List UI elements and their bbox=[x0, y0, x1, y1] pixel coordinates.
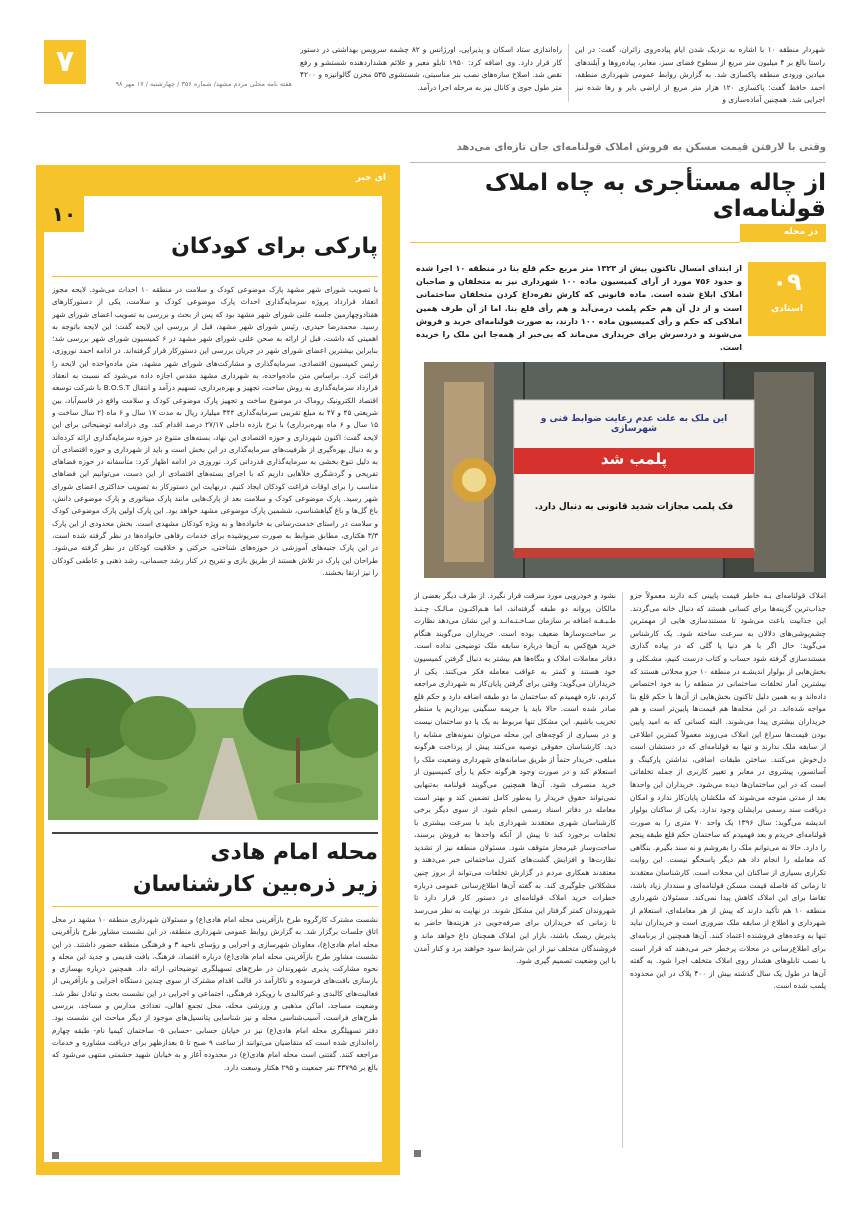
article-body-right: املاک قولنامه‌ای بـه خاطر قیمت پایینی کـه دارند معمولاً جزو جذاب‌ترین گزینه‌ها برای کسانی هستند که دنبال خانه می‌گردند. این جذابیت باعث می‌شود تا مستندسازی هایی از مهمترین چشم‌پوشی‌های دلالان به سرعت ساخته شود. یک کارشناس می‌گوید: حال اگر با هر دنیا یا گلی که در پیاده گذاری مستندسازی گرفته شود حساب و کتاب درست کنیم، مشـکلی و بخش‌هایی از بولوار اندیشـه در منطقه ۱۰ جزو محلاتی هستند که بیشترین آمار تخلفات ساختمانی در منطقه را به خود اختصاص داده‌اند و به همین دلیل تاکنون بخش‌هایی از آن‌ها با حکم قلع بنا مواجه شده‌اند. در این محله‌ها هم قیمت‌ها پایین‌تر است و هم خریداران بیشتری پیدا می‌شوند. البته کسانی که به امید پایین بودن قیمت‌ها سراغ این املاک می‌روند معمولاً کمترین اطلاعی از سابقه ملک ندارند و تنها به قولنامه‌ای که در دستشان است دل‌خوش می‌کنند. ساختن طبقات اضافی، نداشتن پارکینگ و آسانسور، پیشروی در معابر و تغییر کاربری از جمله تخلفاتی است که در این ساختمان‌ها دیده می‌شود. خریداران این واحدها بعد از مدتی متوجه می‌شوند که ملکشان پایان‌کار ندارد و امکان دریافت سند رسمی برایشان وجود ندارد. یکی از ساکنان بولوار اندیشه می‌گوید: سال ۱۳۹۶ یک واحد ۷۰ متری را به صورت قولنامه‌ای خریدم و بعد فهمیدم که ساختمان حکم قلع طبقه پنجم را دارد. حالا نه می‌توانم ملک را بفروشم و نه سند بگیرم. بنگاهی که معامله را انجام داد هم دیگر پاسخگو نیست. این روایت تکراری بسیاری از ساکنان این محلات است. کارشناسان معتقدند تا زمانی که فاصله قیمت مسکن قولنامه‌ای و سنددار زیاد باشد، تقاضا برای این املاک کاهش پیدا نمی‌کند. مسئولان شهرداری منطقه ۱۰ هم تأکید دارند که پیش از هر معامله‌ای، استعلام از شهرداری و اطلاع از سابقه ملک ضروری است و خریداران نباید تنها به وعده‌های فروشنده اعتماد کنند. آن‌ها همچنین از برنامه‌ای برای اطلاع‌رسانی در محلات پرخطر خبر می‌دهند که قرار است با نصب تابلوهای هشدار روی املاک متخلف اجرا شود. به گفته آن‌ها در طول یک سال گذشته بیش از ۴۰۰ پلاک در این محدوده پلمب شده است. bbox=[630, 591, 826, 991]
sidebar-tag-bar bbox=[318, 170, 394, 188]
top-brief-right: شهردار منطقه ۱۰ با اشاره به نزدیک شدن ایام پیاده‌روی زائران، گفت: در این راستا بالغ بر ۴ میلیون متر مربع از سطوح فضای سبز، معابر، پیاده‌روها و آیلندهای میادین ورودی منطقه پاکسازی شد. به گزارش روابط عمومی شهرداری منطقه، احمد حافظ گفت: پاکسازی ۱۲۰ هزار متر مربع از اراضی بایر و رها شده نیز اجرایی شد. همچنین آماده‌سازی و bbox=[575, 45, 825, 105]
sign-text-top: این ملک به علت عدم رعایت ضوابط فنی و شهرسازی bbox=[540, 414, 728, 434]
story2-headline-line1: محله امام هادی bbox=[210, 840, 378, 865]
article-badge bbox=[748, 262, 826, 336]
article-lead: از ابتدای امسال تاکنون بیش از ۱۳۲۳ متر مربع حکم قلع بنا در منطقه ۱۰ اجرا شده و حدود ۷۵۶ مورد از آرای کمیسیون ماده ۱۰۰ شهرداری نیز به متخلفان و صاحبان املاک ابلاغ شده است. ماده قانونی که کارش نقره‌داغ کردن متخلفان ساختمانی است و از دل آن هم حکم پلمب درمی‌آید و هم رأی قلع بنا. اما از آن طرف همین املاکی که حکم و رأی کمیسیون ماده ۱۰۰ دارند، به صورت قولنامه‌ای خرید و فروش می‌شوند و دردسرش برای خریداری می‌ماند که بی‌خبر از همه‌جا این ملک را خریده است. bbox=[416, 264, 742, 353]
page-number: ۷ bbox=[44, 40, 86, 84]
sign-text-mid: پلمب شد bbox=[600, 450, 668, 468]
story1-number: ۱۰ bbox=[44, 196, 84, 232]
article-headline: از چاله مستأجری به چاه املاک قولنامه‌ای bbox=[484, 170, 826, 222]
article-kicker: وقتی با لارفتن قیمت مسکن به فروش املاک قولنامه‌ای جان تازه‌ای می‌دهد bbox=[456, 142, 826, 153]
article-body-left: نشود و خودرویی مورد سرقت قرار نگیرد. از طرف دیگر بعضی از مالکان پروانه دو طبقه گرفته‌اند، اما هـم‌اکنـون مـالـک چـنـد طـبـقـه اضافه بر سازمان سـاخـتـه‌انـد و این نشان می‌دهد نظارت بر ساخت‌وسازها ضعیف بوده است. خریداران می‌گویند هنگام خرید هیچ‌کس به آن‌ها درباره سابقه ملک توضیحی نداده است. دفاتر معاملات املاک و بنگاه‌ها هم بیشتر به دنبال گرفتن کمیسیون خود هستند و کمتر به عواقب معامله فکر می‌کنند. یکی از خریداران می‌گوید: وقتی برای گرفتن پایان‌کار به شهرداری مراجعه کردم، تازه فهمیدم که ساختمان ما دو طبقه اضافه دارد و حکم قلع صادر شده است. حالا باید یا جریمه سنگینی بپردازیم یا منتظر تخریب باشیم. این مشکل تنها مربوط به یک یا دو ساختمان نیست و در بسیاری از کوچه‌های این محله می‌توان نمونه‌های مشابه را دید. کارشناسان حقوقی توصیه می‌کنند پیش از پرداخت هرگونه مبلغی، خریدار حتماً از طریق سامانه‌های شهرداری وضعیت ملک را استعلام کند و در صورت وجود هرگونه حکم یا رأی کمیسیون از خرید منصرف شود. آن‌ها همچنین می‌گویند قولنامه به‌تنهایی نمی‌تواند حقوق خریدار را به‌طور کامل تضمین کند و بهتر است معامله در دفاتر اسناد رسمی انجام شود. از سوی دیگر برخی کارشناسان شهری معتقدند شهرداری باید با سرعت بیشتری با تخلفات برخورد کند تا پیش از آنکه واحدها به فروش برسند، ساخت‌وساز غیرمجاز متوقف شود. مسئولان منطقه نیز از تشدید نظارت‌ها و افزایش گشت‌های کنترل ساختمانی خبر می‌دهند و معتقدند همکاری مردم در گزارش تخلفات می‌تواند از بروز چنین مشکلاتی جلوگیری کند. به گفته آن‌ها اطلاع‌رسانی عمومی درباره خطرات خرید املاک قولنامه‌ای در دستور کار قرار دارد تا شهروندان کمتر گرفتار این مشکل شوند. در نهایت به نظر می‌رسد تا زمانی که خریداران برای صرفه‌جویی در هزینه‌ها حاضر به پذیرش ریسک باشند، بازار این املاک همچنان داغ خواهد ماند و فروشندگان متخلف نیز از این شرایط سود خواهند برد و کنار آمدن با این وضعیت تصمیم گیری شود. bbox=[414, 591, 616, 966]
story2-body: نشست مشترک کارگروه طرح بازآفرینی محله امام هادی(ع) و مسئولان شهرداری منطقه ۱۰ مشهد در محل اتاق جلسات برگزار شد. به گزارش روابط عمومی شهرداری منطقه، در این نشست مشاور طرح بازآفرینی محله امام هادی(ع)، معاونان شهرسازی و اجرایی و رؤسای ناحیه ۳ و فرهنگی منطقه حضور داشتند. در این نشست مشاور طرح بازآفرینی محله امام هادی(ع) درباره اقتصاد، فرهنگ، بافت قدیمی و جدید این محله و نحوه مشارکت پذیری شهروندان در طرح‌های تسهیلگری توضیحاتی ارائه داد. همچنین درباره بهسازی و بازسازی بافت‌های فرسوده و ناکارآمد در قالب اقدام مشترک از سوی چندین دستگاه اجرایی و بازآفرینی از فعالیت‌های کالبدی و غیرکالبدی با رویکرد فرهنگی، اجتماعی و اجرایی در این نشست بحث و تبادل نظر شد. وضعیت مساجد، اماکن مذهبی و ورزشی محله، محل تجمع اهالی، تعدادی مدارس و مساجد، بررسی طرح‌های فراست، آسیب‌شناسی محله و نیز شناسایی پتانسیل‌های موجود از دیگر مباحث این نشست بود. دفتر تسهیلگری محله امام هادی(ع) نیز در خیابان حسابی -حسابی ۵- ساختمان کیمیا نام- طبقه چهارم راه‌اندازی شده است که متقاضیان می‌توانند از ساعت ۹ صبح تا ۵ بعدازظهر برای دریافت مشاوره و خدمات مراجعه کنند. گفتنی است محله امام هادی(ع) در محدوده آغاز و به خیابان شهید حشمتی منتهی می‌شود که بالغ بر ۳۳۷۹۵ نفر جمعیت و ۲۹۵ هکتار وسعت دارد. bbox=[52, 915, 378, 1072]
section-tag: در محله bbox=[783, 227, 818, 237]
park-photo bbox=[48, 668, 378, 820]
story1-headline: پارکی برای کودکان bbox=[171, 234, 378, 259]
story2-headline-line2: زیر ذره‌بین کارشناسان bbox=[132, 872, 378, 897]
sidebar-section-tag: ای خبر bbox=[355, 173, 386, 183]
story1-body: با تصویب شورای شهر مشهد پارک موضوعی کودک و سلامت در منطقه ۱۰ احداث می‌شود. لایحه مجوز انعقاد قرارداد پروژه سرمایه‌گذاری احداث پارک موضوعی کودک و سلامت، یکی از دستورکارهای هفتادوچهارمین جلسه علنی شورای شهر مشهد بود که پس از بحث و بررسی به تصویب اعضای شورای شهر رسید. محمدرضا حیدری، رئیس شورای شهر مشهد، قبل از بررسی این لایحه گفت: این لایحه باتوجه به اهمیتی که داشت، قبل از ارائه به صحن علنی شورای شهر مشهد در ۶ کمیسیون شورای شهر بررسی شد؛ بنابراین بیشترین اعضای شورای شهر در جریان بررسی این دستورکار قرار گرفته‌اند. در ادامه احمد نوروزی، رئیس کمیسیون اقتصادی، سرمایه‌گذاری و مشارکت‌های شورای شهر مشهد، متن ماده‌واحده این لایحه را قرائت کرد. براساس متن ماده‌واحده، به شهرداری مشهد مقدس اجازه داده می‌شود که نسبت به انعقاد قرارداد سرمایه‌گذاری به روش ساخت، تجهیز و بهره‌برداری، تسهیم درآمد و انتقال B.O.S.T با شرکت توسعه اقتصاد الکترونیک روماک در موضوع ساخت و تجهیز پارک موضوعی کودک و سلامت واقع در قاسم‌آباد، بین شریعتی ۴۵ و ۴۷ به مبلغ تقریبی سرمایه‌گذاری ۳۴۴ میلیارد ریال به مدت ۱۷ سال و ۶ ماه (۲ سال ساخت و ۱۵ سال و ۶ ماه بهره‌برداری) با نرخ بازده داخلی ۲۷/۱۷ درصد اقدام کند. وی درادامه توضیحاتی برای این لایحه گفت: اکنون شهرداری و حوزه اقتصادی این نهاد، بسته‌های متنوع در حوزه سرمایه‌گذاری ارائه کرده‌اند و به دنبال بهره‌گیری از ظرفیت‌های سرمایه‌گذاری در این بخش است و باید از شهرداری و حوزه اقتصادی آن به دلیل تنوع بخشی به سرمایه‌گذاری قدردانی کرد. نوروزی در ادامه اظهار کرد: متأسفانه در حوزه فضاهای تفریحی و گردشگری خلأهایی داریم که با اجرای بسته‌های اقتصادی از این دست، می‌توانیم این فضاهای مناسب را برای اوقات فراغت کودکان ایجاد کنیم. درنهایت این دستورکار به تصویب حداکثری اعضای شورای شهر رسید. پارک موضوعی کودک و سلامت بعد از پارک‌هایی مانند پارک میناتوری و پارک موضوعی دانش، باغ گل‌ها و باغ گیاهشناسی، ششمین پارک موضوعی مشهد خواهد بود. این پارک اولین پارک موضوعی کودک و سلامت در راستای خدمت‌رسانی به خانواده‌ها و به ویژه کودکان مشهدی است. بخش محدودی از این پارک ۳/۳ هکتاری، مطابق ضوابط به صورت سرپوشیده برای خدمات رفاهی خانواده‌ها در نظر گرفته شده است، در این پارک جنبه‌های آموزشی در حوزه‌های شناختی، حرکتی و خلاقیت کودکان در نظر گرفته می‌شود. طراحان این پارک در تلاش هستند از طریق بازی و تفریح در کنار رشد جسمانی، رشد ذهنی و عاطفی کودکان را نیز ارتقا بخشند. bbox=[52, 285, 378, 577]
sidebar-end-mark bbox=[52, 1152, 59, 1159]
sign-text-bottom: فک پلمب مجازات شدید قانونی به دنبال دارد. bbox=[534, 502, 734, 512]
publication-line: هفته نامه محلی مردم مشهد/ شماره ۳۵۶ / چهارشنبه / ۱۷ مهر ۹۸ bbox=[115, 80, 292, 88]
sealed-building-photo bbox=[424, 362, 826, 578]
top-brief-left: راه‌اندازی ستاد اسکان و پذیرایی، اورژانس و ۸۲ چشمه سرویس بهداشتی در دستور کار قرار دارد. وی اضافه کرد: ۱۹۵۰ تابلو معبر و علائم هشداردهنده شستشو و رفع نقص شد. اصلاح سازه‌های نصب بنر مناسبتی، شستشوی ۵۳۵ مخزن گالوانیزه و ۴۲۰۰ متر طول جوی و کانال نیز به مرحله اجرا درآمد. bbox=[300, 45, 562, 92]
badge-number: ۰۹ bbox=[772, 268, 802, 296]
article-end-mark bbox=[414, 1150, 421, 1157]
section-tag-bar bbox=[740, 224, 826, 242]
badge-label: استادی bbox=[771, 304, 803, 314]
